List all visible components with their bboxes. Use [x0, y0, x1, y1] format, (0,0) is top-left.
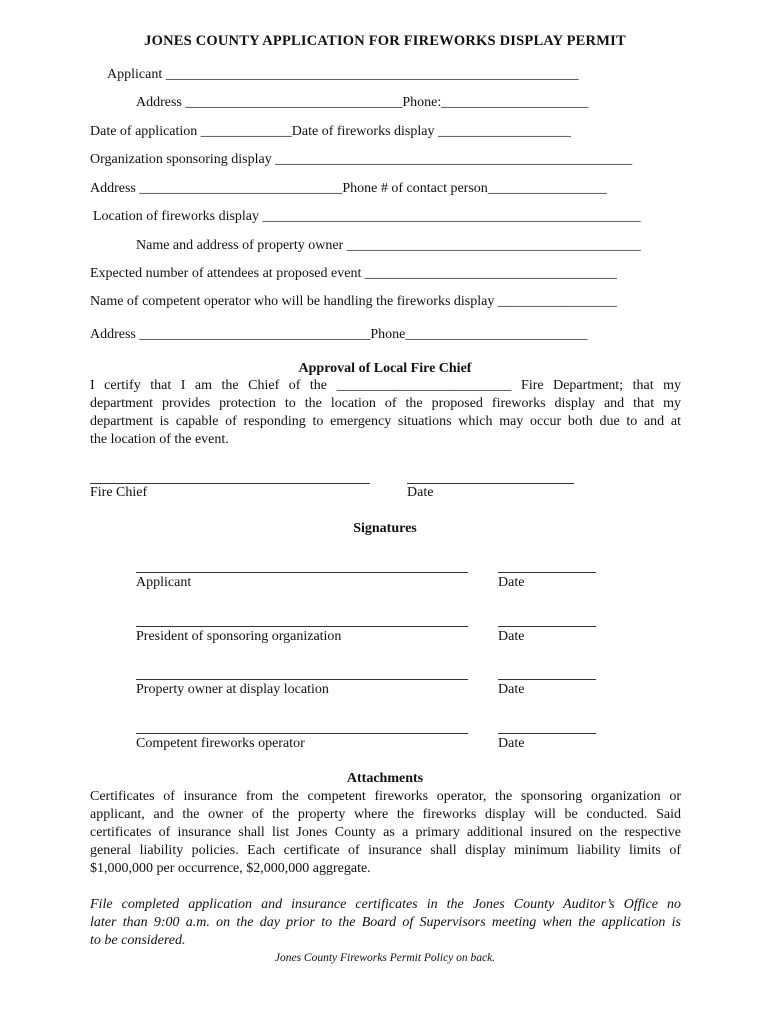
fire-chief-certification [90, 377, 681, 449]
president-date-line[interactable] [498, 626, 596, 627]
filing-line-2: later than 9:00 a.m. on the day prior to the Board of Supervisors meeting when the application is [90, 915, 681, 930]
filing-line-1: File completed application and insurance certificates in the Jones County Auditor’s Office no [90, 897, 681, 912]
property-owner-signature-line[interactable] [136, 679, 468, 680]
applicant-date-line[interactable] [498, 572, 596, 573]
applicant-signature-line[interactable] [136, 572, 468, 573]
page-title: JONES COUNTY APPLICATION FOR FIREWORKS DISPLAY PERMIT [144, 33, 626, 49]
property-owner-date-line[interactable] [498, 679, 596, 680]
property-owner-signature-label: Property owner at display location [136, 682, 329, 697]
filing-instructions [90, 896, 681, 950]
attachments-line-1: Certificates of insurance from the competent fireworks operator, the sponsoring organization or [90, 789, 681, 804]
president-date-label: Date [498, 629, 525, 644]
attachments-paragraph [90, 788, 681, 878]
attachments-line-5: $1,000,000 per occurrence, $2,000,000 aggregate. [90, 861, 371, 876]
operator-signature-line[interactable] [136, 733, 468, 734]
president-signature-line[interactable] [136, 626, 468, 627]
attachments-heading: Attachments [346, 771, 424, 786]
property-owner-date-label: Date [498, 682, 525, 697]
certification-line-4: the location of the event. [90, 432, 229, 447]
certification-line-2: department provides protection to the location of the proposed fireworks display and that my [90, 396, 681, 411]
fire-chief-label: Fire Chief [90, 485, 148, 500]
fire-chief-heading: Approval of Local Fire Chief [298, 361, 472, 376]
fire-chief-date-label: Date [407, 485, 434, 500]
applicant-date-label: Date [498, 575, 525, 590]
applicant-field[interactable]: Applicant ___________________________________________________________ [107, 67, 579, 82]
operator-field[interactable]: Name of competent operator who will be handling the fireworks display _________________ [90, 294, 617, 309]
operator-date-label: Date [498, 736, 525, 751]
president-signature-label: President of sponsoring organization [136, 629, 342, 644]
dates-field[interactable]: Date of application _____________Date of fireworks display ___________________ [90, 124, 571, 139]
operator-signature-label: Competent fireworks operator [136, 736, 305, 751]
applicant-address-phone-field[interactable]: Address _______________________________Phone:_____________________ [136, 95, 589, 110]
property-owner-field[interactable]: Name and address of property owner __________________________________________ [136, 238, 641, 253]
certification-line-1: I certify that I am the Chief of the _________________________ Fire Department; that my [90, 378, 681, 393]
contact-address-phone-field[interactable]: Address _____________________________Phone # of contact person_________________ [90, 181, 607, 196]
filing-line-3: to be considered. [90, 933, 186, 948]
attachments-line-3: certificates of insurance shall list Jones County as a primary additional insured on the respective [90, 825, 681, 840]
attachments-line-4: general liability policies. Each certificate of insurance shall display minimum liability limits of [90, 843, 681, 858]
footer-note: Jones County Fireworks Permit Policy on back. [274, 952, 496, 964]
attendees-field[interactable]: Expected number of attendees at proposed event ____________________________________ [90, 266, 617, 281]
signatures-heading: Signatures [353, 521, 417, 536]
organization-field[interactable]: Organization sponsoring display ___________________________________________________ [90, 152, 633, 167]
operator-address-phone-field[interactable]: Address _________________________________Phone__________________________ [90, 327, 588, 342]
attachments-line-2: applicant, and the owner of the property where the fireworks display will be conducted. Said [90, 807, 681, 822]
applicant-signature-label: Applicant [136, 575, 192, 590]
certification-line-3: department is capable of responding to emergency situations which may occur both due to and at [90, 414, 681, 429]
operator-date-line[interactable] [498, 733, 596, 734]
location-field[interactable]: Location of fireworks display ______________________________________________________ [93, 209, 641, 224]
